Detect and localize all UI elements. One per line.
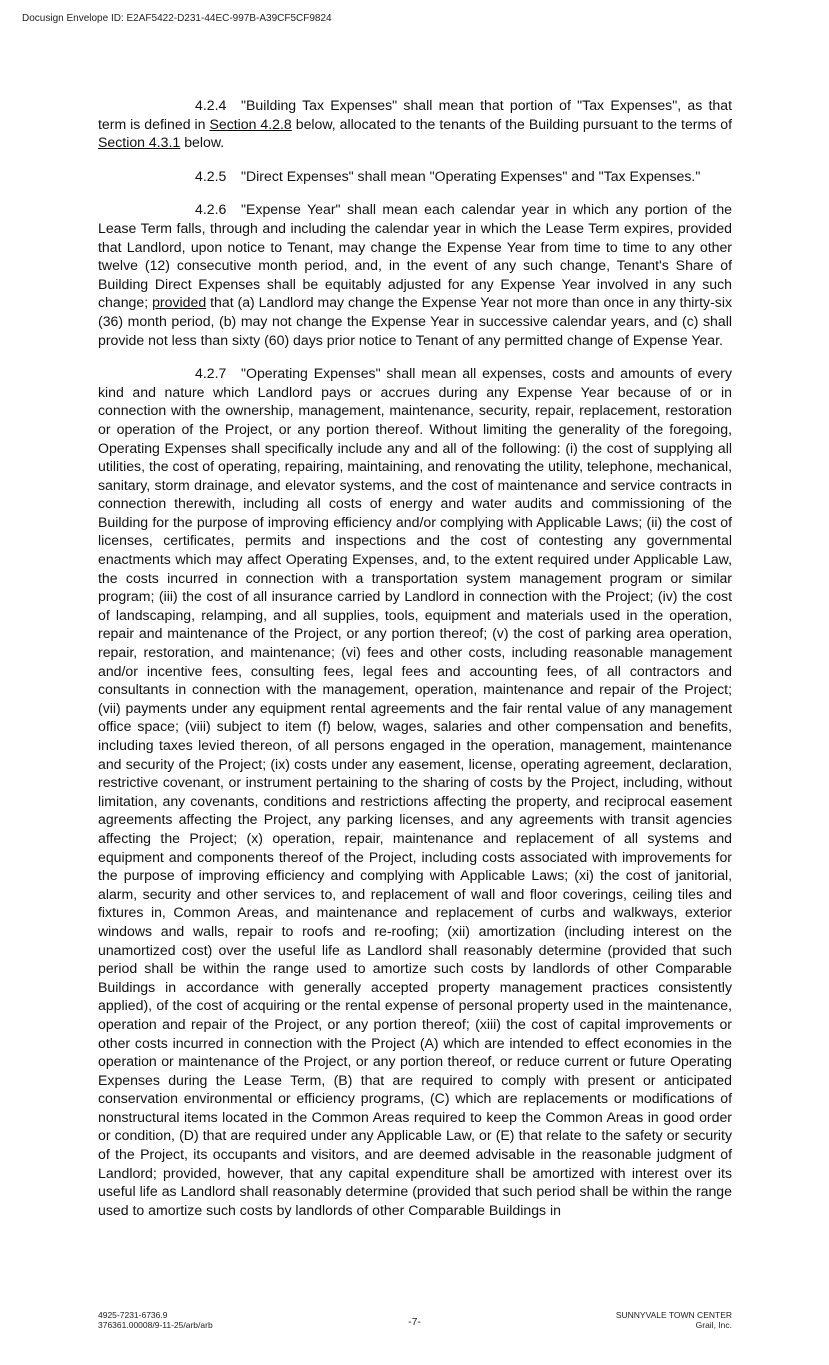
section-4-2-4 xyxy=(98,96,732,152)
section-text: below. xyxy=(180,134,225,151)
section-number: 4.2.5 xyxy=(195,167,227,184)
section-text: "Operating Expenses" shall mean all expenses, costs and amounts of every kind and nature which Landlord pays or accrues during any Expense Year because of or in connection with the ownership, management, maintenance, security, repair, replacement, restoration or operation of the Project, or any portion thereof. Without limiting the generality of the foregoing, Operating Expenses shall specifically include any and all of the following: (i) the cost of supplying all utilities, the cost of operating, repairing, maintaining, and renovating the utility, telephone, mechanical, sanitary, storm drainage, and elevator systems, and the cost of maintenance and service contracts in connection therewith, including all costs of energy and water audits and commissioning of the Building for the purpose of improving efficiency and/or complying with Applicable Laws; (ii) the cost of licenses, certificates, permits and inspections and the cost of contesting any governmental enactments which may affect Operating Expenses, and, to the extent required under Applicable Law, the costs incurred in connection with a transportation system management program or similar program; (iii) the cost of all insurance carried by Landlord in connection with the Project; (iv) the cost of landscaping, relamping, and all supplies, tools, equipment and materials used in the operation, repair and maintenance of the Project, or any portion thereof; (v) the cost of parking area operation, repair, restoration, and maintenance; (vi) fees and other costs, including reasonable management and/or incentive fees, consulting fees, legal fees and accounting fees, of all contractors and consultants in connection with the management, operation, maintenance and repair of the Project; (vii) payments under any equipment rental agreements and the fair rental value of any management office space; (viii) subject to item (f) below, wages, salaries and other compensation and benefits, including taxes levied thereon, of all persons engaged in the operation, management, maintenance and security of the Project; (ix) costs under any easement, license, operating agreement, declaration, restrictive covenant, or instrument pertaining to the sharing of costs by the Project, including, without limitation, any covenants, conditions and restrictions affecting the property, and reciprocal easement agreements affecting the Project, any parking licenses, and any agreements with transit agencies affecting the Project; (x) operation, repair, maintenance and replacement of all systems and equipment and components thereof of the Project, including costs associated with improvements for the purpose of improving efficiency and complying with Applicable Laws; (xi) the cost of janitorial, alarm, security and other services to, and replacement of wall and floor coverings, ceiling tiles and fixtures in, Common Areas, and maintenance and replacement of curbs and walkways, exterior windows and walls, repair to roofs and re-roofing; (xii) amortization (including interest on the unamortized cost) over the useful life as Landlord shall reasonably determine (provided that such period shall be within the range used to amortize such costs by landlords of other Comparable Buildings in accordance with generally accepted property management practices consistently applied), of the cost of acquiring or the rental expense of personal property used in the maintenance, operation and repair of the Project, or any portion thereof; (xiii) the cost of capital improvements or other costs incurred in connection with the Project (A) which are intended to effect economies in the operation or maintenance of the Project, or any portion thereof, or reduce current or future Operating Expenses during the Lease Term, (B) that are required to comply with present or anticipated conservation environmental or efficiency programs, (C) which are replacements or modifications of nonstructural items located in the Common Areas required to keep the Common Areas in good order or condition, (D) that are required under any Applicable Law, or (E) that relate to the safety or security of the Project, its occupants and visitors, and are deemed advisable in the reasonable judgment of Landlord; provided, however, that any capital expenditure shall be amortized with interest over its useful life as Landlord shall reasonably determine (provided that such period shall be within the range used to amortize such costs by landlords of other Comparable Buildings in xyxy=(98,365,732,1218)
section-number: 4.2.7 xyxy=(195,365,227,382)
section-4-2-6 xyxy=(98,200,732,349)
section-4-2-7 xyxy=(98,364,732,1219)
footer-doc-ref: 376361.00008/9-11-25/arb/arb xyxy=(98,1320,213,1330)
section-text: "Expense Year" shall mean each calendar year in which any portion of the Lease Term falls, through and including the calendar year in which the Lease Term expires, provided that Landlord, upon notice to Tenant, may change the Expense Year from time to time to any other twelve (12) consecutive month period, and, in the event of any such change, Tenant's Share of Building Direct Expenses shall be equitably adjusted for any Expense Year involved in any such change; xyxy=(98,201,732,311)
footer-tenant: Grail, Inc. xyxy=(695,1320,732,1330)
underlined-term: provided xyxy=(152,294,207,311)
section-4-2-5 xyxy=(98,167,732,186)
section-reference-link: Section 4.3.1 xyxy=(98,134,181,151)
section-text: "Direct Expenses" shall mean "Operating Expenses" and "Tax Expenses." xyxy=(241,167,701,184)
section-number: 4.2.4 xyxy=(195,97,227,113)
footer-doc-number: 4925-7231-6736.9 xyxy=(98,1310,168,1320)
section-number: 4.2.6 xyxy=(195,201,227,218)
section-text: that (a) Landlord may change the Expense Year not more than once in any thirty-six (36) month period, (b) may not change the Expense Year in successive calendar years, and (c) shall provide not less than sixty (60) days prior notice to Tenant of any permitted change of Expense Year. xyxy=(98,294,732,348)
footer-project-info xyxy=(616,1310,732,1330)
page-number: -7- xyxy=(408,1316,421,1328)
document-body xyxy=(98,96,732,1234)
section-text: below, allocated to the tenants of the Building pursuant to the terms of xyxy=(291,115,732,132)
envelope-id: Docusign Envelope ID: E2AF5422-D231-44EC-997B-A39CF5CF9824 xyxy=(22,13,332,24)
footer-project: SUNNYVALE TOWN CENTER xyxy=(615,1310,732,1320)
section-reference-link: Section 4.2.8 xyxy=(209,115,292,132)
section-text: "Building Tax Expenses" shall mean that portion of "Tax Expenses", as that term is defined in xyxy=(98,97,732,132)
